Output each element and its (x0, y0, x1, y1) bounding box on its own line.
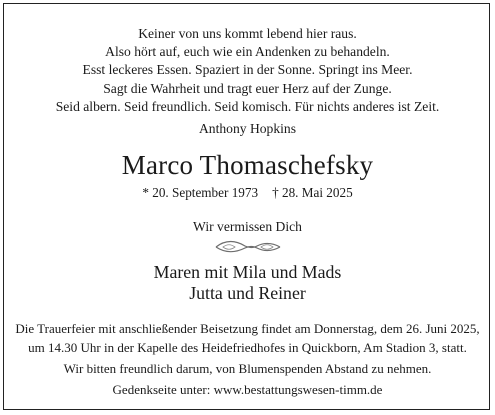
family-line: Maren mit Mila und Mads (153, 262, 342, 282)
memorial-site: Gedenkseite unter: www.bestattungswesen-timm.de (112, 382, 383, 397)
poem-author: Anthony Hopkins (198, 121, 297, 136)
birth-date: * 20. September 1973 (142, 185, 259, 200)
family-line: Jutta und Reiner (189, 283, 306, 303)
family-names (0, 262, 495, 304)
death-date: † 28. Mai 2025 (272, 185, 353, 200)
poem-line: Sagt die Wahrheit und tragt euer Herz auf der Zunge. (103, 80, 392, 96)
miss-text: Wir vermissen Dich (193, 219, 302, 234)
funeral-info (0, 320, 495, 357)
funeral-info-line: um 14.30 Uhr in der Kapelle des Heidefriedhofes in Quickborn, Am Stadion 3, statt. (28, 339, 467, 355)
poem-line: Also hört auf, euch wie ein Andenken zu behandeln. (105, 44, 390, 60)
flowers-note: Wir bitten freundlich darum, von Blumenspenden Abstand zu nehmen. (63, 361, 432, 376)
poem-line: Esst leckeres Essen. Spaziert in der Sonne. Springt ins Meer. (82, 62, 413, 78)
ornament-icon (213, 238, 283, 256)
deceased-name: Marco Thomaschefsky (121, 150, 374, 180)
life-dates (0, 185, 495, 201)
funeral-info-line: Die Trauerfeier mit anschließender Beisetzung findet am Donnerstag, dem 26. Juni 2025, (15, 321, 480, 336)
poem-line: Seid albern. Seid freundlich. Seid komisch. Für nichts anderes ist Zeit. (55, 98, 440, 114)
poem (0, 25, 495, 116)
poem-line: Keiner von uns kommt lebend hier raus. (138, 26, 357, 41)
